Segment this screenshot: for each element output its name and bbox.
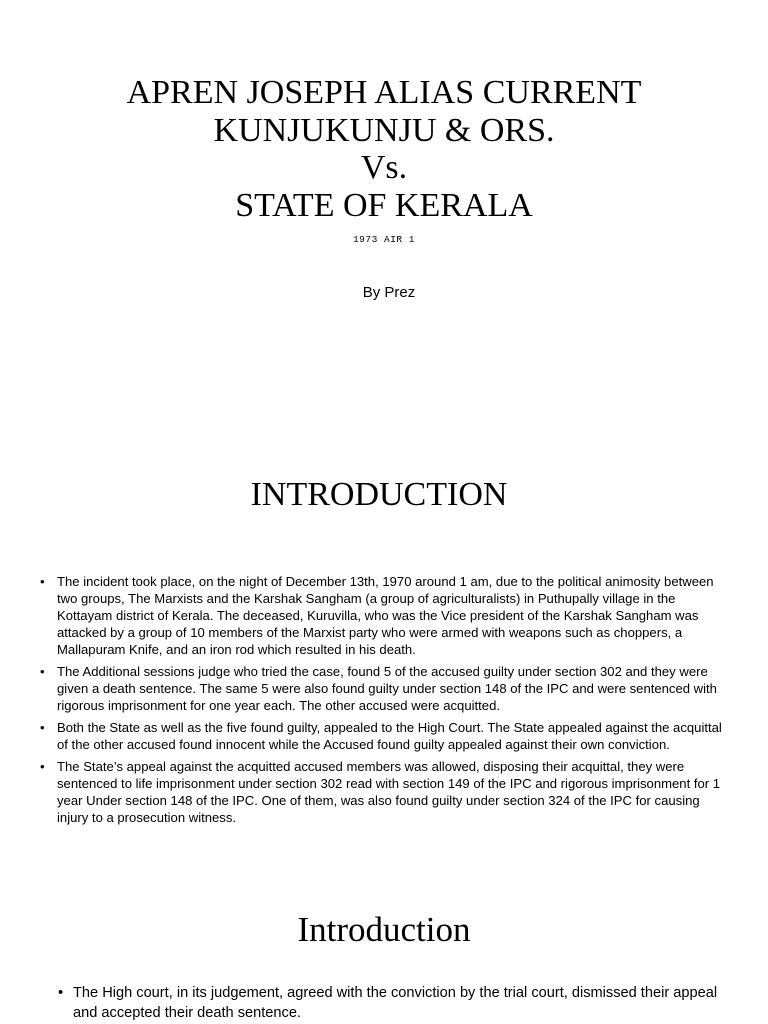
case-title-line-2: KUNJUKUNJU & ORS.	[213, 111, 555, 149]
bullet-icon: •	[40, 574, 45, 589]
title-slide	[0, 0, 768, 440]
author-byline: By Prez	[362, 284, 416, 301]
bullet-icon: •	[40, 759, 45, 774]
introduction-continued-slide	[0, 890, 768, 1024]
introduction-continued-bullet-list	[58, 984, 738, 1023]
bullet-text: The High court, in its judgement, agreed with the conviction by the trial court, dismissed their appeal and accepted their death sentence.	[73, 985, 718, 1021]
list-item	[40, 719, 730, 753]
bullet-icon: •	[40, 664, 45, 679]
introduction-heading: INTRODUCTION	[250, 476, 508, 513]
list-item	[40, 758, 730, 826]
bullet-icon: •	[40, 720, 45, 735]
bullet-text: The incident took place, on the night of December 13th, 1970 around 1 am, due to the political animosity between two groups, The Marxists and the Karshak Sangham (a group of agriculturalists) in Puthupally village in the Kottayam district of Kerala. The deceased, Kuruvilla, who was the Vice president of the Karshak Sangham was attacked by a group of 10 members of the Marxist party who were armed with weapons such as choppers, a Mallapuram Knife, and an iron rod which resulted in his death.	[57, 574, 714, 657]
introduction-continued-heading: Introduction	[297, 910, 471, 949]
bullet-text: The Additional sessions judge who tried the case, found 5 of the accused guilty under section 302 and they were given a death sentence. The same 5 were also found guilty under section 148 of the IPC and were sentenced with rigorous imprisonment for one year each. The other accused were acquitted.	[57, 664, 717, 713]
introduction-bullet-list	[40, 573, 730, 831]
list-item	[40, 573, 730, 658]
list-item	[40, 663, 730, 714]
list-item	[58, 984, 738, 1023]
bullet-icon: •	[58, 985, 64, 1001]
bullet-text: The State’s appeal against the acquitted accused members was allowed, disposing their acquittal, they were sentenced to life imprisonment under section 302 read with section 149 of the IPC and rigorous imprisonment for 1 year Under section 148 of the IPC. One of them, was also found guilty under section 324 of the IPC for causing injury to a prosecution witness.	[57, 759, 721, 825]
case-citation: 1973 AIR 1	[352, 234, 415, 245]
case-title-line-3: Vs.	[360, 149, 408, 186]
case-title-line-4: STATE OF KERALA	[235, 186, 533, 224]
introduction-slide	[0, 440, 768, 890]
case-title-line-1: APREN JOSEPH ALIAS CURRENT	[126, 74, 642, 111]
case-title	[0, 74, 768, 224]
bullet-text: Both the State as well as the five found guilty, appealed to the High Court. The State appealed against the acquittal of the other accused found innocent while the Accused found guilty appealed against their own conviction.	[57, 720, 722, 752]
